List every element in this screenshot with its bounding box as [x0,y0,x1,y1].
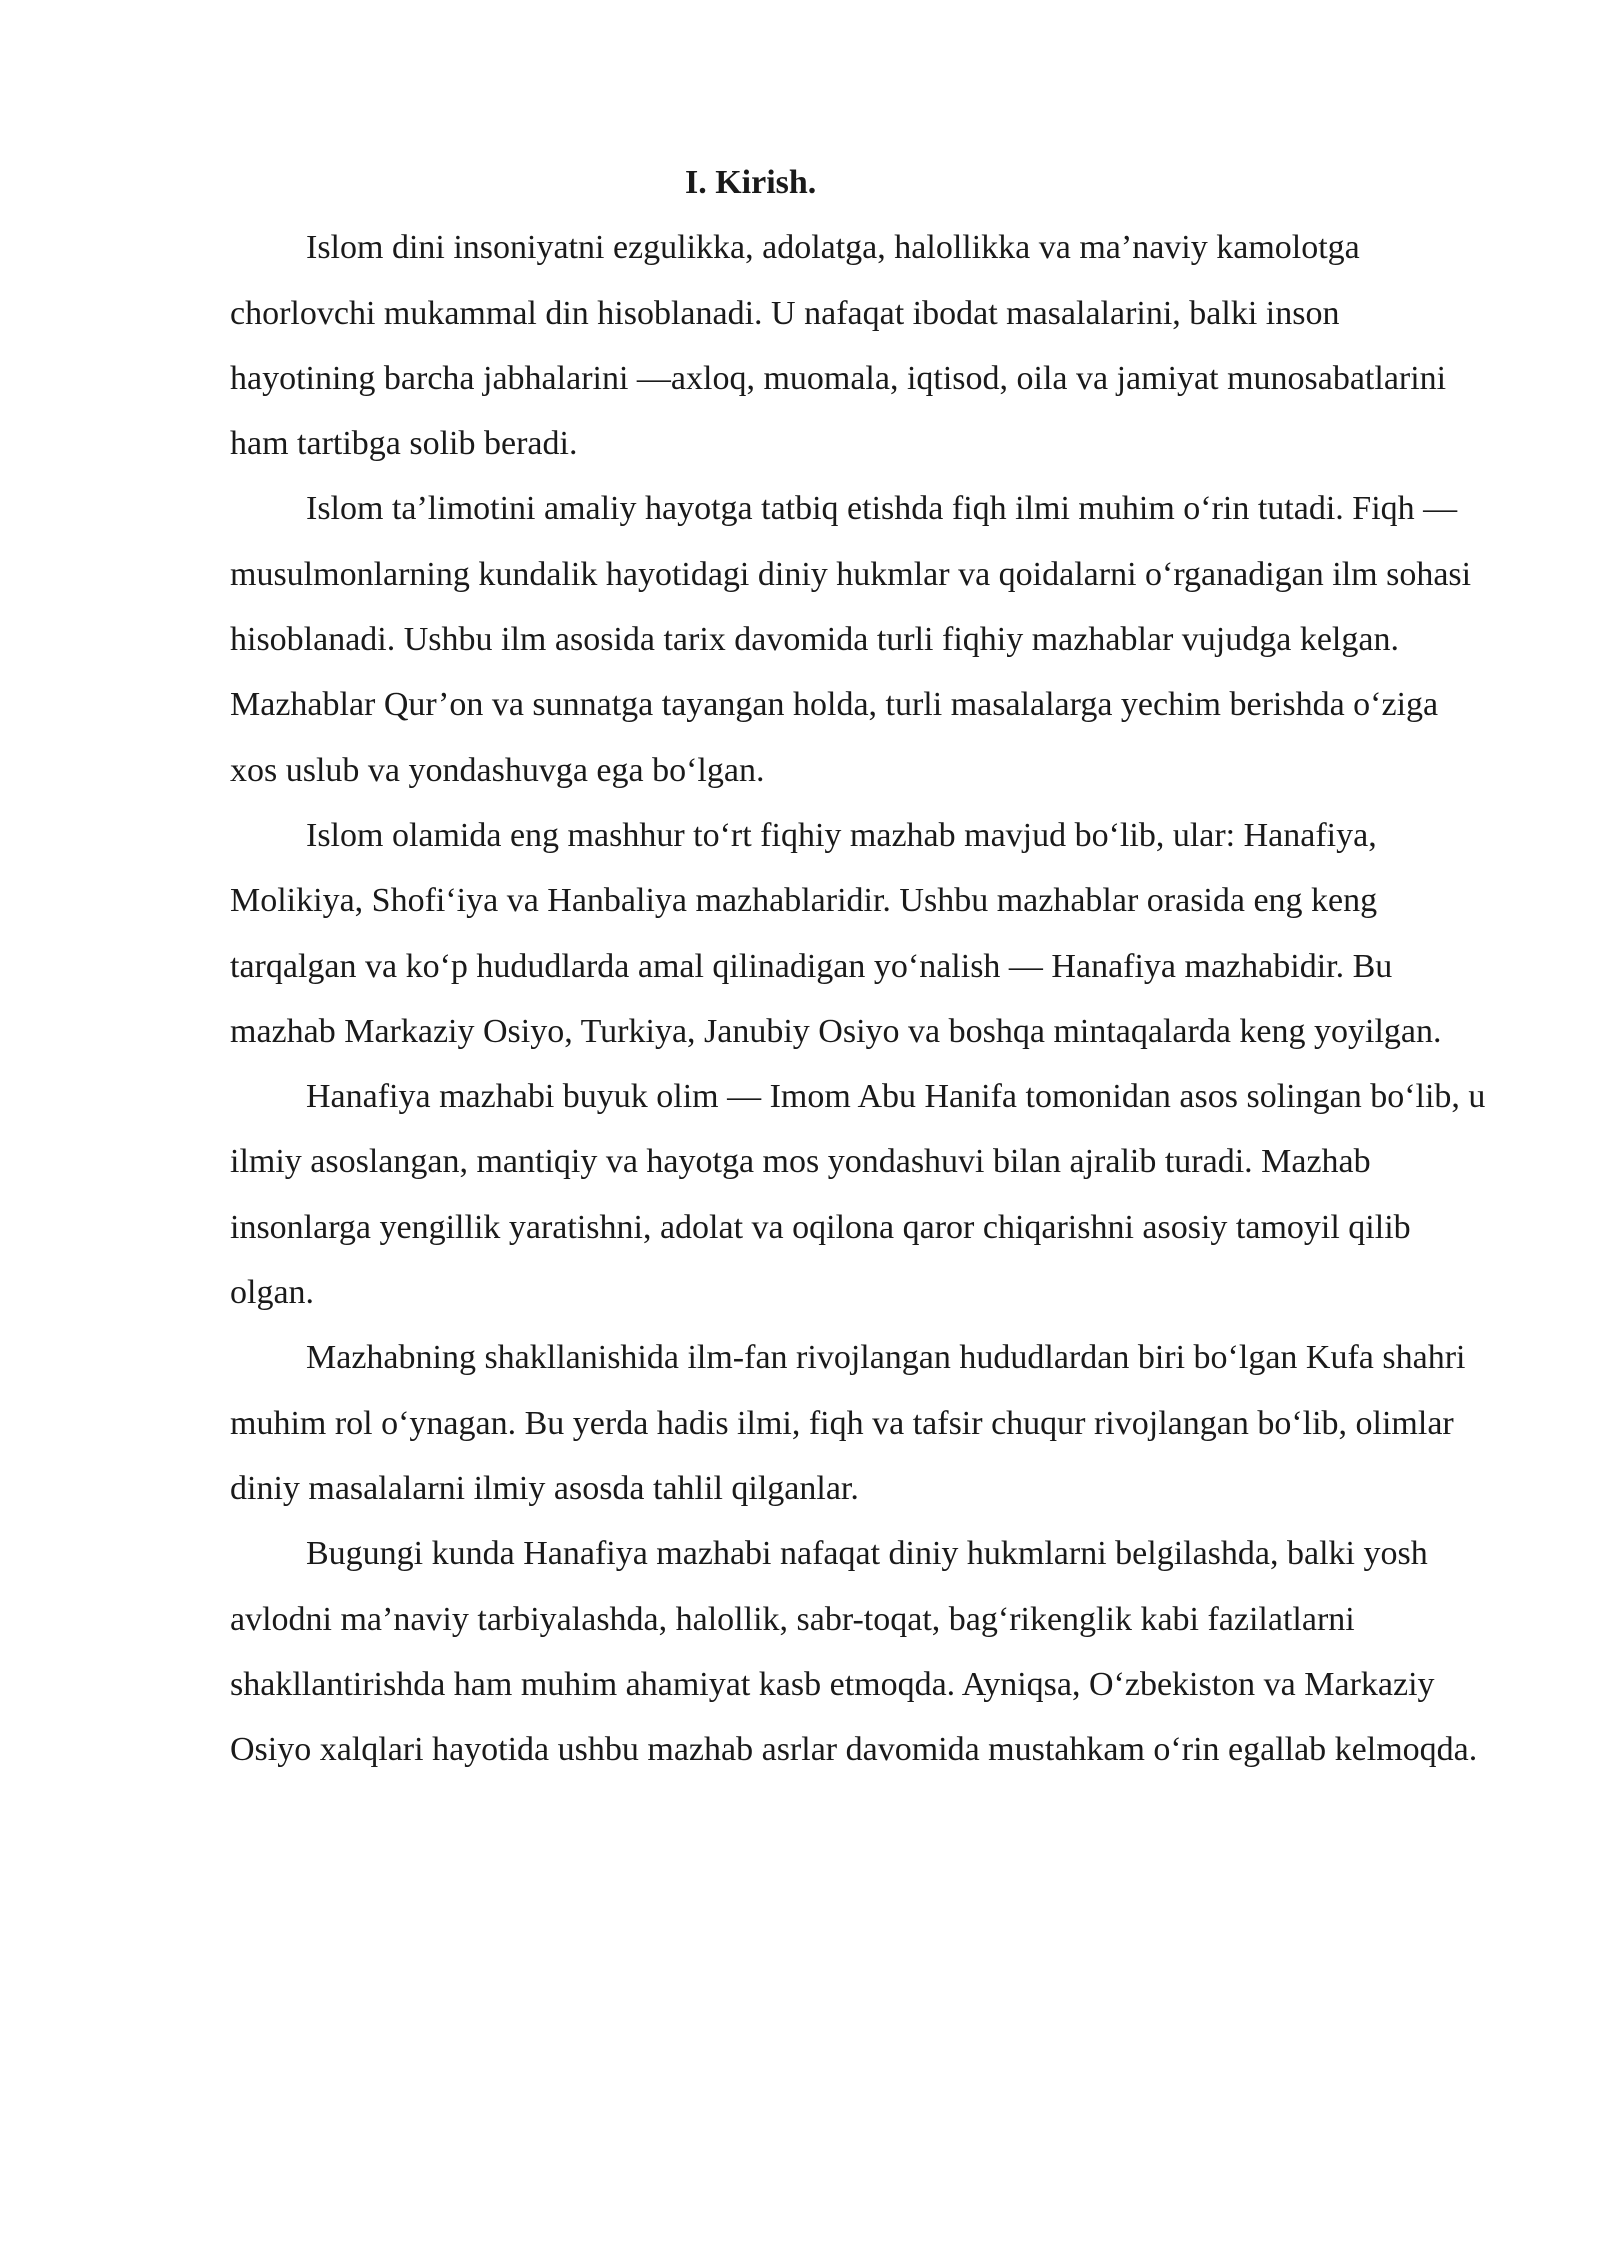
paragraph-6: Bugungi kunda Hanafiya mazhabi nafaqat diniy hukmlarni belgilashda, balki yosh avlodni ma’naviy tarbiyalashda, halollik, sabr-toqat, bagʻrikenglik kabi fazilatlarni shakllantirishda ham muhim ahamiyat kasb etmoqda. Ayniqsa, Oʻzbekiston va Markaziy Osiyo xalqlari hayotida ushbu mazhab asrlar davomida mustahkam oʻrin egallab kelmoqda. [230,1535,1478,1769]
paragraph-5: Mazhabning shakllanishida ilm-fan rivojlangan hududlardan biri boʻlgan Kufa shahri muhim rol oʻynagan. Bu yerda hadis ilmi, fiqh va tafsir chuqur rivojlangan boʻlib, olimlar diniy masalalarni ilmiy asosda tahlil qilganlar. [230,1339,1466,1507]
paragraph-3: Islom olamida eng mashhur toʻrt fiqhiy mazhab mavjud boʻlib, ular: Hanafiya, Molikiya, Shofiʻiya va Hanbaliya mazhablaridir. Ushbu mazhablar orasida eng keng tarqalgan va koʻp hududlarda amal qilinadigan yoʻnalish — Hanafiya mazhabidir. Bu mazhab Markaziy Osiyo, Turkiya, Janubiy Osiyo va boshqa mintaqalarda keng yoyilgan. [230,816,1442,1050]
section-heading: I. Kirish. [685,164,817,201]
document-body [230,150,1490,1782]
paragraph-4: Hanafiya mazhabi buyuk olim — Imom Abu Hanifa tomonidan asos solingan boʻlib, u ilmiy asoslangan, mantiqiy va hayotga mos yondashuvi bilan ajralib turadi. Mazhab insonlarga yengillik yaratishni, adolat va oqilona qaror chiqarishni asosiy tamoyil qilib olgan. [230,1078,1486,1312]
paragraph-1: Islom dini insoniyatni ezgulikka, adolatga, halollikka va ma’naviy kamolotga chorlovchi mukammal din hisoblanadi. U nafaqat ibodat masalalarini, balki inson hayotining barcha jabhalarini —axloq, muomala, iqtisod, oila va jamiyat munosabatlarini ham tartibga solib beradi. [230,229,1447,463]
paragraph-2: Islom ta’limotini amaliy hayotga tatbiq etishda fiqh ilmi muhim oʻrin tutadi. Fiqh — musulmonlarning kundalik hayotidagi diniy hukmlar va qoidalarni oʻrganadigan ilm sohasi hisoblanadi. Ushbu ilm asosida tarix davomida turli fiqhiy mazhablar vujudga kelgan. Mazhablar Qur’on va sunnatga tayangan holda, turli masalalarga yechim berishda oʻziga xos uslub va yondashuvga ega boʻlgan. [230,490,1472,789]
